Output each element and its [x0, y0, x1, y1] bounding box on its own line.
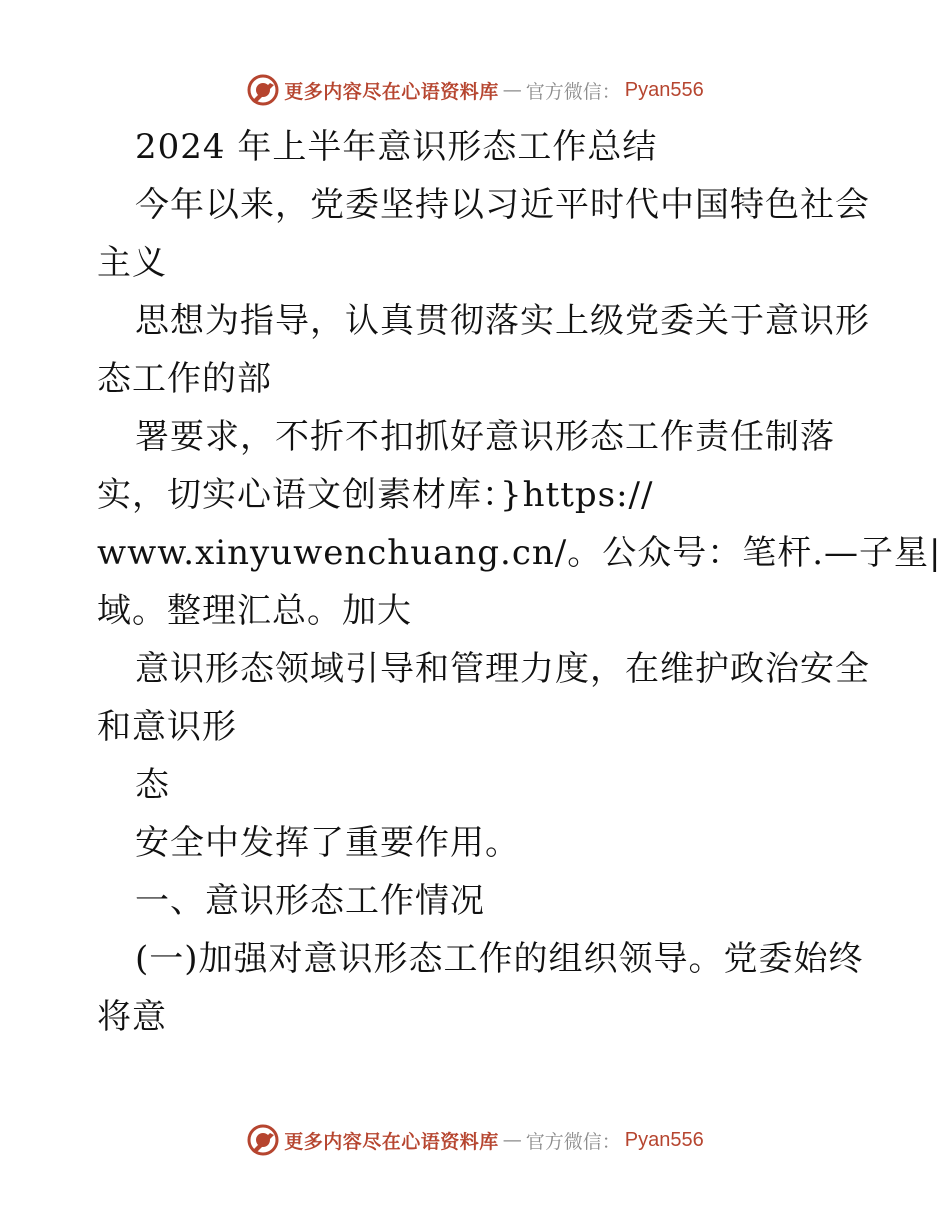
header-banner	[0, 70, 950, 110]
pen-seal-icon	[246, 73, 280, 107]
paragraph-line: (一)加强对意识形态工作的组织领导。党委始终	[135, 939, 864, 979]
banner-dash: —	[502, 79, 522, 101]
banner-promo-text: 更多内容尽在心语资料库	[284, 1130, 499, 1153]
paragraph-line: 将意	[97, 997, 167, 1037]
pen-seal-icon	[246, 1123, 280, 1157]
footer-banner	[0, 1120, 950, 1160]
banner-wechat-label: 官方微信：	[525, 1130, 621, 1153]
paragraph-line: 态	[135, 765, 170, 805]
paragraph-line: 意识形态领域引导和管理力度，在维护政治安全	[135, 649, 870, 689]
section-heading: 一、意识形态工作情况	[135, 881, 485, 921]
banner-dash: —	[502, 1129, 522, 1151]
paragraph-line: 思想为指导，认真贯彻落实上级党委关于意识形	[135, 301, 870, 341]
paragraph-line: 署要求，不折不扣抓好意识形态工作责任制落	[135, 417, 835, 457]
banner-wechat-id: Pyan556	[624, 78, 704, 101]
banner-wechat-id: Pyan556	[624, 1128, 704, 1151]
paragraph-line: 态工作的部	[97, 359, 272, 399]
paragraph-line: 域。整理汇总。加大	[97, 591, 412, 631]
document-body	[97, 118, 942, 1046]
paragraph-line: 实，切实心语文创素材库：}https://	[97, 475, 654, 515]
paragraph-line: 和意识形	[97, 707, 237, 747]
paragraph-line: 今年以来，党委坚持以习近平时代中国特色社会	[135, 185, 870, 225]
paragraph-line: 安全中发挥了重要作用。	[135, 823, 520, 863]
banner-wechat-label: 官方微信：	[525, 80, 621, 103]
banner-promo-text: 更多内容尽在心语资料库	[284, 80, 499, 103]
document-title: 2024 年上半年意识形态工作总结	[135, 127, 658, 167]
paragraph-line: www.xinyuwenchuang.cn/。公众号：笔杆.—子星|	[97, 533, 942, 573]
paragraph-line: 主义	[97, 243, 167, 283]
